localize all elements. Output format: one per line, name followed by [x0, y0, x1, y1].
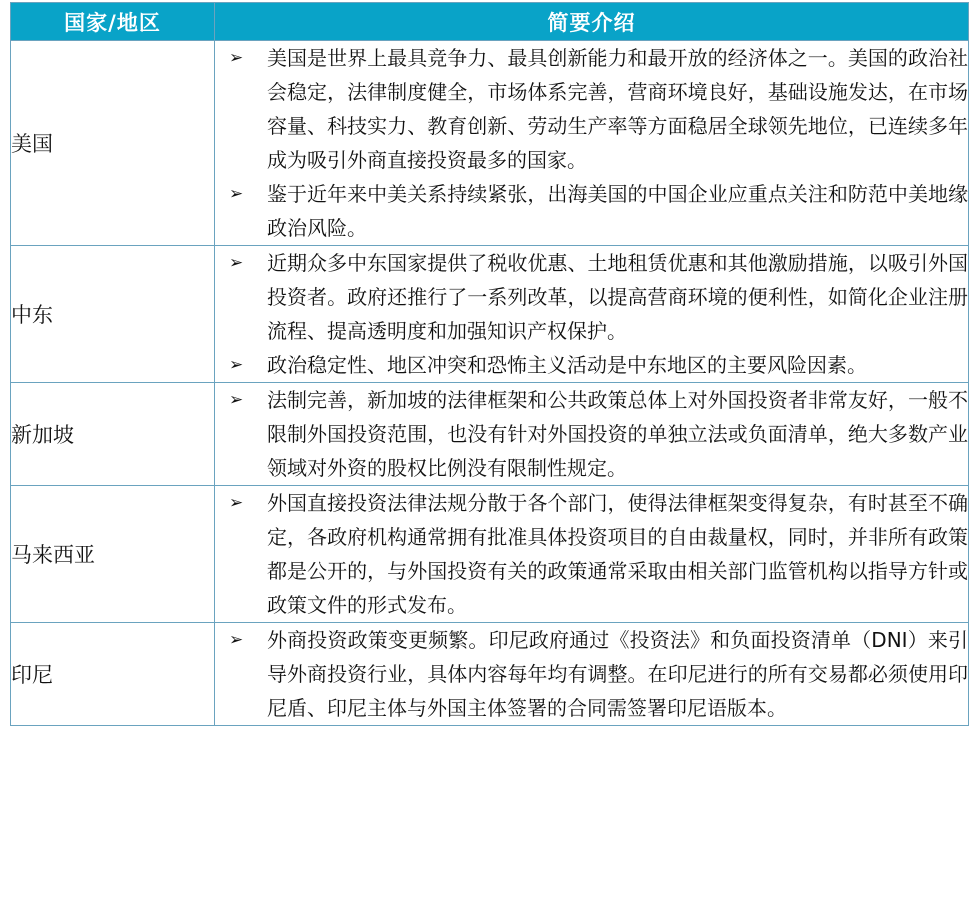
table-header: [11, 3, 969, 41]
bullet-text: 近期众多中东国家提供了税收优惠、土地租赁优惠和其他激励措施，以吸引外国投资者。政府还推行了一系列改革，以提高营商环境的便利性，如简化企业注册流程、提高透明度和加强知识产权保护。: [267, 251, 968, 343]
bullet-text: 法制完善，新加坡的法律框架和公共政策总体上对外国投资者非常友好，一般不限制外国投资范围，也没有针对外国投资的单独立法或负面清单，绝大多数产业领域对外资的股权比例没有限制性规定。: [267, 388, 968, 480]
country-cell: 新加坡: [11, 383, 215, 486]
bullet-list: [215, 486, 968, 622]
bullet-text: 鉴于近年来中美关系持续紧张，出海美国的中国企业应重点关注和防范中美地缘政治风险。: [267, 182, 968, 240]
intro-cell: [215, 623, 969, 726]
table-row: [11, 623, 969, 726]
table-row: [11, 486, 969, 623]
list-item: [215, 486, 968, 622]
bullet-text: 外商投资政策变更频繁。印尼政府通过《投资法》和负面投资清单（DNI）来引导外商投资行业，具体内容每年均有调整。在印尼进行的所有交易都必须使用印尼盾、印尼主体与外国主体签署的合同需签署印尼语版本。: [267, 628, 968, 720]
table-row: [11, 41, 969, 246]
bullet-text: 美国是世界上最具竞争力、最具创新能力和最开放的经济体之一。美国的政治社会稳定，法律制度健全，市场体系完善，营商环境良好，基础设施发达，在市场容量、科技实力、教育创新、劳动生产率等方面稳居全球领先地位，已连续多年成为吸引外商直接投资最多的国家。: [267, 46, 968, 172]
arrow-bullet-icon: ➢: [229, 253, 244, 273]
table-body: [11, 41, 969, 726]
intro-cell: [215, 486, 969, 623]
country-cell: 印尼: [11, 623, 215, 726]
arrow-bullet-icon: ➢: [229, 184, 244, 204]
country-cell: 马来西亚: [11, 486, 215, 623]
intro-cell: [215, 41, 969, 246]
bullet-text: 外国直接投资法律法规分散于各个部门，使得法律框架变得复杂，有时甚至不确定，各政府机构通常拥有批准具体投资项目的自由裁量权，同时，并非所有政策都是公开的，与外国投资有关的政策通常采取由相关部门监管机构以指导方针或政策文件的形式发布。: [267, 491, 968, 617]
header-row: [11, 3, 969, 41]
list-item: [215, 623, 968, 725]
list-item: [215, 383, 968, 485]
country-cell: 中东: [11, 246, 215, 383]
bullet-text: 政治稳定性、地区冲突和恐怖主义活动是中东地区的主要风险因素。: [267, 353, 867, 377]
arrow-bullet-icon: ➢: [229, 48, 244, 68]
list-item: [215, 41, 968, 177]
list-item: [215, 348, 968, 382]
arrow-bullet-icon: ➢: [229, 493, 244, 513]
list-item: [215, 177, 968, 245]
arrow-bullet-icon: ➢: [229, 355, 244, 375]
intro-cell: [215, 383, 969, 486]
table-row: [11, 246, 969, 383]
list-item: [215, 246, 968, 348]
arrow-bullet-icon: ➢: [229, 390, 244, 410]
country-cell: 美国: [11, 41, 215, 246]
header-intro: 简要介绍: [215, 3, 969, 41]
intro-cell: [215, 246, 969, 383]
bullet-list: [215, 41, 968, 245]
bullet-list: [215, 623, 968, 725]
table-row: [11, 383, 969, 486]
bullet-list: [215, 246, 968, 382]
arrow-bullet-icon: ➢: [229, 630, 244, 650]
header-country: 国家/地区: [11, 3, 215, 41]
bullet-list: [215, 383, 968, 485]
country-overview-table: [10, 2, 969, 726]
